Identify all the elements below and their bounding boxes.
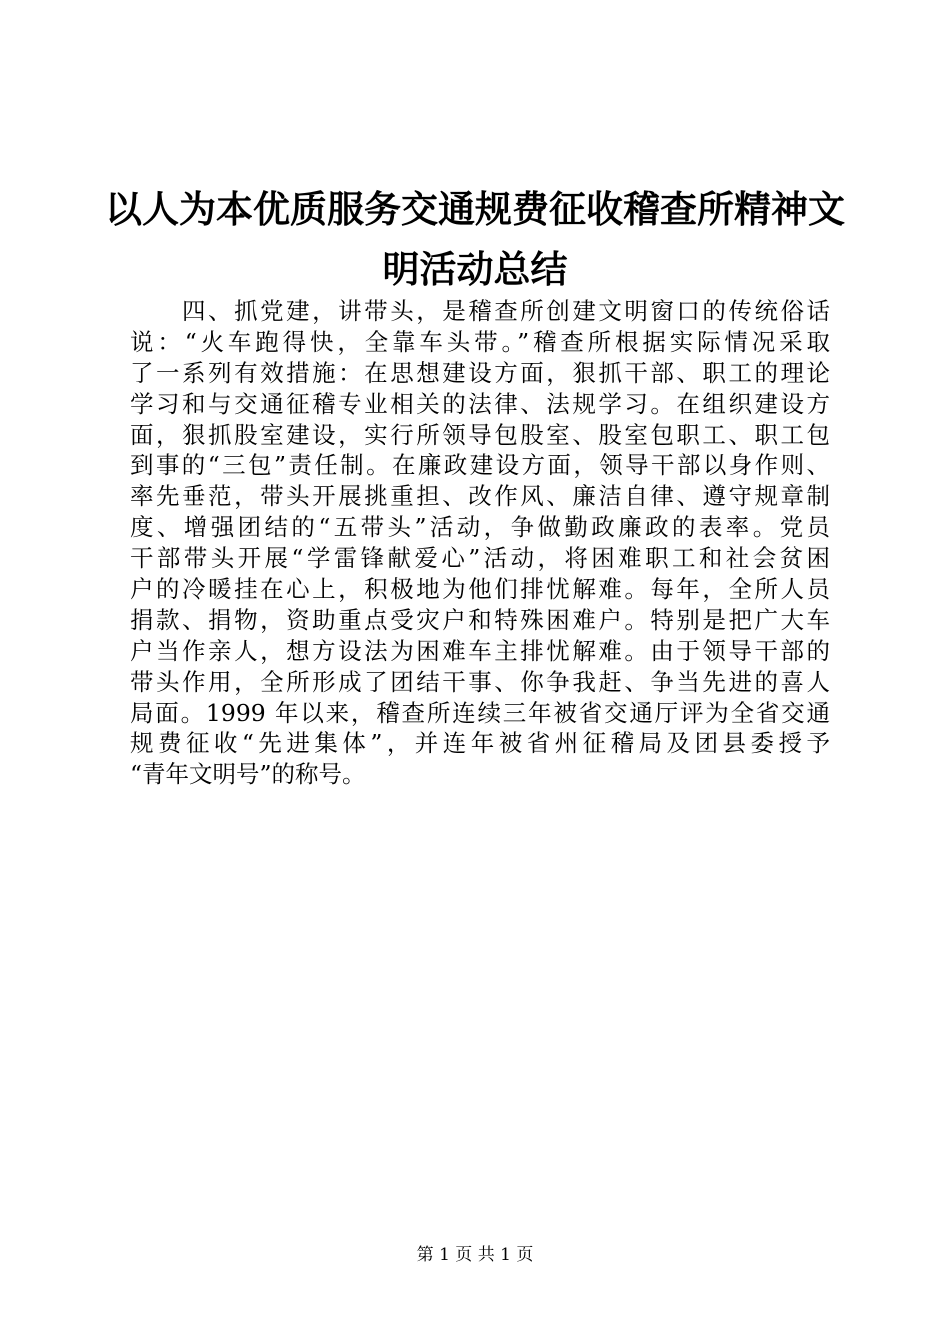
body-line: 面，狠抓股室建设，实行所领导包股室、股室包职工、职工包 <box>130 420 830 449</box>
body-line: 干部带头开展“学雷锋献爱心”活动，将困难职工和社会贫困 <box>130 544 830 573</box>
page-footer: 第 1 页 共 1 页 <box>416 1245 534 1265</box>
body-line: 户的冷暖挂在心上，积极地为他们排忧解难。每年，全所人员 <box>130 575 830 604</box>
body-line: 了一系列有效措施：在思想建设方面，狠抓干部、职工的理论 <box>130 358 830 387</box>
body-line: 规费征收“先进集体”，并连年被省州征稽局及团县委授予 <box>130 729 830 758</box>
body-line: 说：“火车跑得快，全靠车头带。”稽查所根据实际情况采取 <box>130 327 830 356</box>
body-line: 学习和与交通征稽专业相关的法律、法规学习。在组织建设方 <box>130 389 830 418</box>
document-title <box>100 180 850 300</box>
body-line: “青年文明号”的称号。 <box>130 760 366 789</box>
body-paragraph <box>130 296 830 790</box>
body-line: 捐款、捐物，资助重点受灾户和特殊困难户。特别是把广大车 <box>130 605 830 634</box>
body-line: 局面。1999 年以来，稽查所连续三年被省交通厅评为全省交通 <box>130 698 830 727</box>
body-line: 户当作亲人，想方设法为困难车主排忧解难。由于领导干部的 <box>130 636 830 665</box>
body-line: 度、增强团结的“五带头”活动，争做勤政廉政的表率。党员 <box>130 513 830 542</box>
title-line: 明活动总结 <box>382 248 568 291</box>
body-line: 四、抓党建，讲带头，是稽查所创建文明窗口的传统俗话 <box>130 297 830 325</box>
body-line: 到事的“三包”责任制。在廉政建设方面，领导干部以身作则、 <box>130 451 830 480</box>
body-line: 带头作用，全所形成了团结干事、你争我赶、争当先进的喜人 <box>130 667 830 696</box>
body-line: 率先垂范，带头开展挑重担、改作风、廉洁自律、遵守规章制 <box>130 482 830 511</box>
title-line: 以人为本优质服务交通规费征收稽查所精神文 <box>105 188 845 231</box>
